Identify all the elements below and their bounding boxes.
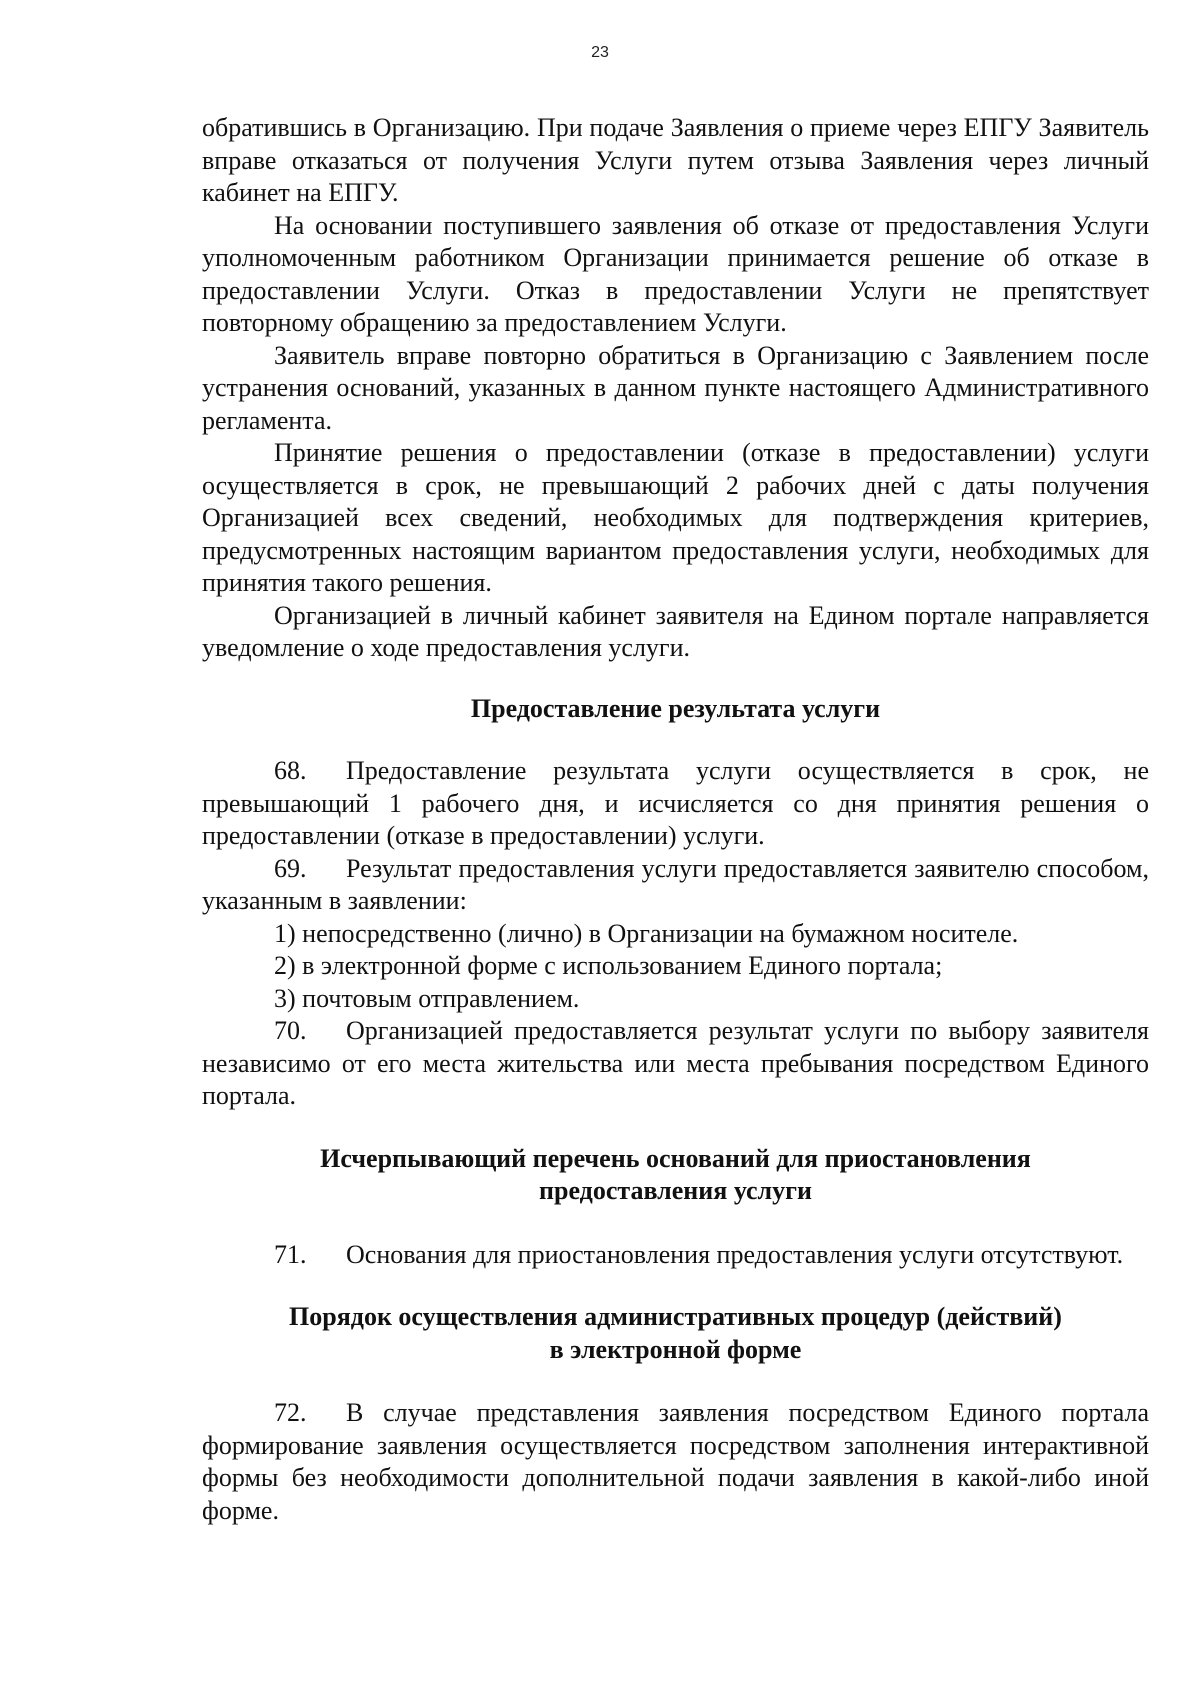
clause-text: Основания для приостановления предоставления услуги отсутствуют. [346, 1239, 1124, 1269]
document-body [202, 112, 1149, 1527]
heading-line: предоставления услуги [539, 1176, 812, 1205]
clause-number: 70. [274, 1016, 307, 1045]
clause-number: 72. [274, 1398, 307, 1427]
clause-text: В случае представления заявления посредством Единого портала формирование заявления осуществляется посредством заполнения интерактивной формы без необходимости дополнительной подачи заявления в какой-либо иной форме. [202, 1398, 1149, 1525]
clause-text: Результат предоставления услуги предоставляется заявителю способом, указанным в заявлении: [202, 853, 1149, 915]
paragraph-notification: Организацией в личный кабинет заявителя на Едином портале направляется уведомление о ходе предоставления услуги. [202, 600, 1149, 662]
clause-text: Организацией предоставляется результат услуги по выбору заявителя независимо от его места жительства или места пребывания посредством Единого портала. [202, 1016, 1149, 1110]
heading-line: Исчерпывающий перечень оснований для приостановления [320, 1143, 1031, 1173]
page-number: 23 [591, 44, 609, 61]
section-heading-electronic-procedures [202, 1301, 1149, 1366]
clause-number: 69. [274, 853, 307, 883]
clause-71 [202, 1239, 1149, 1272]
heading-line: в электронной форме [549, 1334, 802, 1364]
section-heading-suspension [202, 1143, 1149, 1208]
list-item: 3) почтовым отправлением. [274, 983, 580, 1013]
clause-text: Предоставление результата услуги осуществляется в срок, не превышающий 1 рабочего дня, и исчисляется со дня принятия решения о предоставлении (отказе в предоставлении) услуги. [202, 756, 1149, 850]
clause-69 [202, 853, 1149, 918]
heading-line: Порядок осуществления административных процедур (действий) [289, 1302, 1062, 1331]
paragraph-repeat-application: Заявитель вправе повторно обратиться в Организацию с Заявлением после устранения оснований, указанных в данном пункте настоящего Административного регламента. [202, 340, 1149, 435]
section-heading-result: Предоставление результата услуги [470, 693, 881, 723]
paragraph-continuation: обратившись в Организацию. При подаче Заявления о приеме через ЕПГУ Заявитель вправе отказаться от получения Услуги путем отзыва Заявления через личный кабинет на ЕПГУ. [202, 113, 1149, 207]
clause-70 [202, 1015, 1149, 1113]
clause-72 [202, 1397, 1149, 1527]
list-item: 1) непосредственно (лично) в Организации на бумажном носителе. [274, 918, 1019, 948]
paragraph-refusal-decision: На основании поступившего заявления об отказе от предоставления Услуги уполномоченным работником Организации принимается решение об отказе в предоставлении Услуги. Отказ в предоставлении Услуги не препятствует повторному обращению за предоставлением Услуги. [202, 210, 1149, 337]
clause-number: 71. [274, 1239, 307, 1269]
list-item: 2) в электронной форме с использованием Единого портала; [274, 951, 943, 980]
clause-number: 68. [274, 756, 307, 785]
clause-68 [202, 755, 1149, 853]
paragraph-decision-term: Принятие решения о предоставлении (отказе в предоставлении) услуги осуществляется в срок, не превышающий 2 рабочих дней с даты получения Организацией всех сведений, необходимых для подтверждения критериев, предусмотренных настоящим вариантом предоставления услуги, необходимых для принятия такого решения. [202, 438, 1149, 597]
